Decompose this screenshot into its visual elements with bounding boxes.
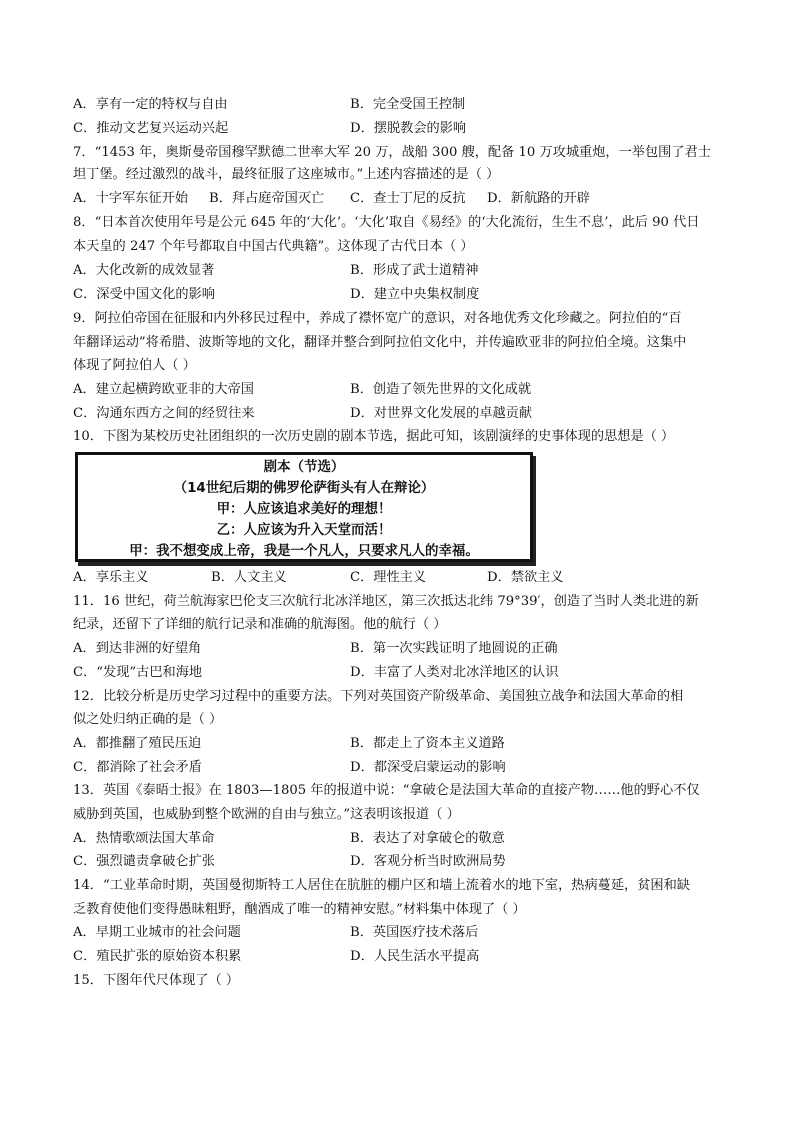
q11-stem-line1: 11．16 世纪，荷兰航海家巴伦支三次航行北冰洋地区，第三次抵达北纬 79°39′，创造了当时人类北进的新 [73, 594, 699, 609]
q12-stem-line2: 似之处归纳正确的是（ ） [73, 712, 223, 727]
q15-stem-line1: 15．下图年代尺体现了（ ） [73, 973, 240, 988]
q9-stem-line2: 年翻译运动”将希腊、波斯等地的文化，翻译并整合到阿拉伯文化中，并传遍欧亚非的阿拉伯全境。这集中 [73, 335, 687, 350]
q8-stem-line2: 本天皇的 247 个年号都取自中国古代典籍”。这体现了古代日本（ ） [73, 239, 474, 254]
q9-option-b[interactable]: B．创造了领先世界的文化成就 [350, 382, 532, 397]
q6-option-d[interactable]: D．摆脱教会的影响 [350, 121, 467, 136]
q14-stem-line2: 乏教育使他们变得愚昧粗野，酗酒成了唯一的精神安慰。”材料集中体现了（ ） [73, 902, 526, 917]
q9-option-a[interactable]: A．建立起横跨欧亚非的大帝国 [73, 382, 254, 397]
q7-option-b[interactable]: B．拜占庭帝国灭亡 [209, 191, 325, 206]
script-line-jia-1: 甲：人应该追求美好的理想！ [216, 501, 392, 517]
q6-option-b[interactable]: B．完全受国王控制 [350, 97, 466, 112]
q8-stem-line1: 8．“日本首次使用年号是公元 645 年的‘大化’。‘大化’取自《易经》的‘大化流衍，生生不息’，此后 90 代日 [73, 215, 700, 230]
q6-option-a[interactable]: A．享有一定的特权与自由 [73, 97, 228, 112]
q7-option-c[interactable]: C．查士丁尼的反抗 [350, 191, 466, 206]
q7-stem-line1: 7．“1453 年，奥斯曼帝国穆罕默德二世率大军 20 万，战船 300 艘，配备 10 万攻城重炮，一举包围了君士 [73, 145, 711, 160]
q14-option-b[interactable]: B．英国医疗技术落后 [350, 925, 479, 940]
q6-option-c[interactable]: C．推动文艺复兴运动兴起 [73, 121, 229, 136]
q10-option-a[interactable]: A．享乐主义 [73, 570, 149, 585]
q14-option-d[interactable]: D．人民生活水平提高 [350, 949, 480, 964]
q13-option-c[interactable]: C．强烈谴责拿破仑扩张 [73, 854, 215, 869]
q7-option-a[interactable]: A．十字军东征开始 [73, 191, 189, 206]
q10-option-d[interactable]: D．禁欲主义 [487, 570, 564, 585]
q12-option-d[interactable]: D．都深受启蒙运动的影响 [350, 760, 506, 775]
q13-option-a[interactable]: A．热情歌颂法国大革命 [73, 831, 215, 846]
script-excerpt-box [75, 452, 533, 562]
q7-option-d[interactable]: D．新航路的开辟 [487, 191, 590, 206]
q10-option-b[interactable]: B．人文主义 [211, 570, 287, 585]
q11-option-d[interactable]: D．丰富了人类对北冰洋地区的认识 [350, 665, 559, 680]
q12-stem-line1: 12．比较分析是历史学习过程中的重要方法。下列对英国资产阶级革命、美国独立战争和法国大革命的相 [73, 689, 684, 704]
q9-stem-line1: 9．阿拉伯帝国在征服和内外移民过程中，养成了襟怀宽广的意识，对各地优秀文化珍藏之。阿拉伯的“百 [73, 311, 682, 326]
q14-stem-line1: 14．“工业革命时期，英国曼彻斯特工人居住在肮脏的棚户区和墙上流着水的地下室，热病蔓延，贫困和缺 [73, 878, 690, 893]
q9-option-c[interactable]: C．沟通东西方之间的经贸往来 [73, 406, 255, 421]
q14-option-a[interactable]: A．早期工业城市的社会问题 [73, 925, 241, 940]
q8-option-a[interactable]: A．大化改新的成效显著 [73, 263, 215, 278]
q9-stem-line3: 体现了阿拉伯人（ ） [73, 358, 196, 373]
q11-option-c[interactable]: C．“发现”古巴和海地 [73, 665, 203, 680]
q7-stem-line2: 坦丁堡。经过激烈的战斗，最终征服了这座城市。”上述内容描述的是（ ） [73, 167, 500, 182]
q14-option-c[interactable]: C．殖民扩张的原始资本积累 [73, 949, 242, 964]
q12-option-a[interactable]: A．都推翻了殖民压迫 [73, 736, 202, 751]
q8-option-c[interactable]: C．深受中国文化的影响 [73, 287, 215, 302]
q13-option-b[interactable]: B．表达了对拿破仑的敬意 [350, 831, 505, 846]
q13-stem-line2: 威胁到英国，也威胁到整个欧洲的自由与独立。”这表明该报道（ ） [73, 807, 460, 822]
script-title: 剧本（节选） [263, 459, 345, 475]
q12-option-c[interactable]: C．都消除了社会矛盾 [73, 760, 202, 775]
q13-stem-line1: 13．英国《泰晤士报》在 1803—1805 年的报道中说：“拿破仑是法国大革命的直接产物……他的野心不仅 [73, 783, 700, 798]
q11-option-b[interactable]: B．第一次实践证明了地圆说的正确 [350, 641, 558, 656]
q12-option-b[interactable]: B．都走上了资本主义道路 [350, 736, 505, 751]
q11-stem-line2: 纪录，还留下了详细的航行记录和准确的航海图。他的航行（ ） [73, 617, 447, 632]
q10-stem-line1: 10．下图为某校历史社团组织的一次历史剧的剧本节选，据此可知，该剧演绎的史事体现的思想是（ ） [73, 429, 675, 444]
script-line-jia-2: 甲：我不想变成上帝，我是一个凡人，只要求凡人的幸福。 [129, 543, 479, 559]
q9-option-d[interactable]: D．对世界文化发展的卓越贡献 [350, 406, 533, 421]
q10-option-c[interactable]: C．理性主义 [350, 570, 427, 585]
q13-option-d[interactable]: D．客观分析当时欧洲局势 [350, 854, 506, 869]
script-subtitle: （14世纪后期的佛罗伦萨街头有人在辩论） [173, 480, 435, 496]
script-line-yi: 乙：人应该为升入天堂而活！ [216, 522, 392, 538]
q8-option-d[interactable]: D．建立中央集权制度 [350, 287, 480, 302]
q8-option-b[interactable]: B．形成了武士道精神 [350, 263, 479, 278]
q11-option-a[interactable]: A．到达非洲的好望角 [73, 641, 202, 656]
